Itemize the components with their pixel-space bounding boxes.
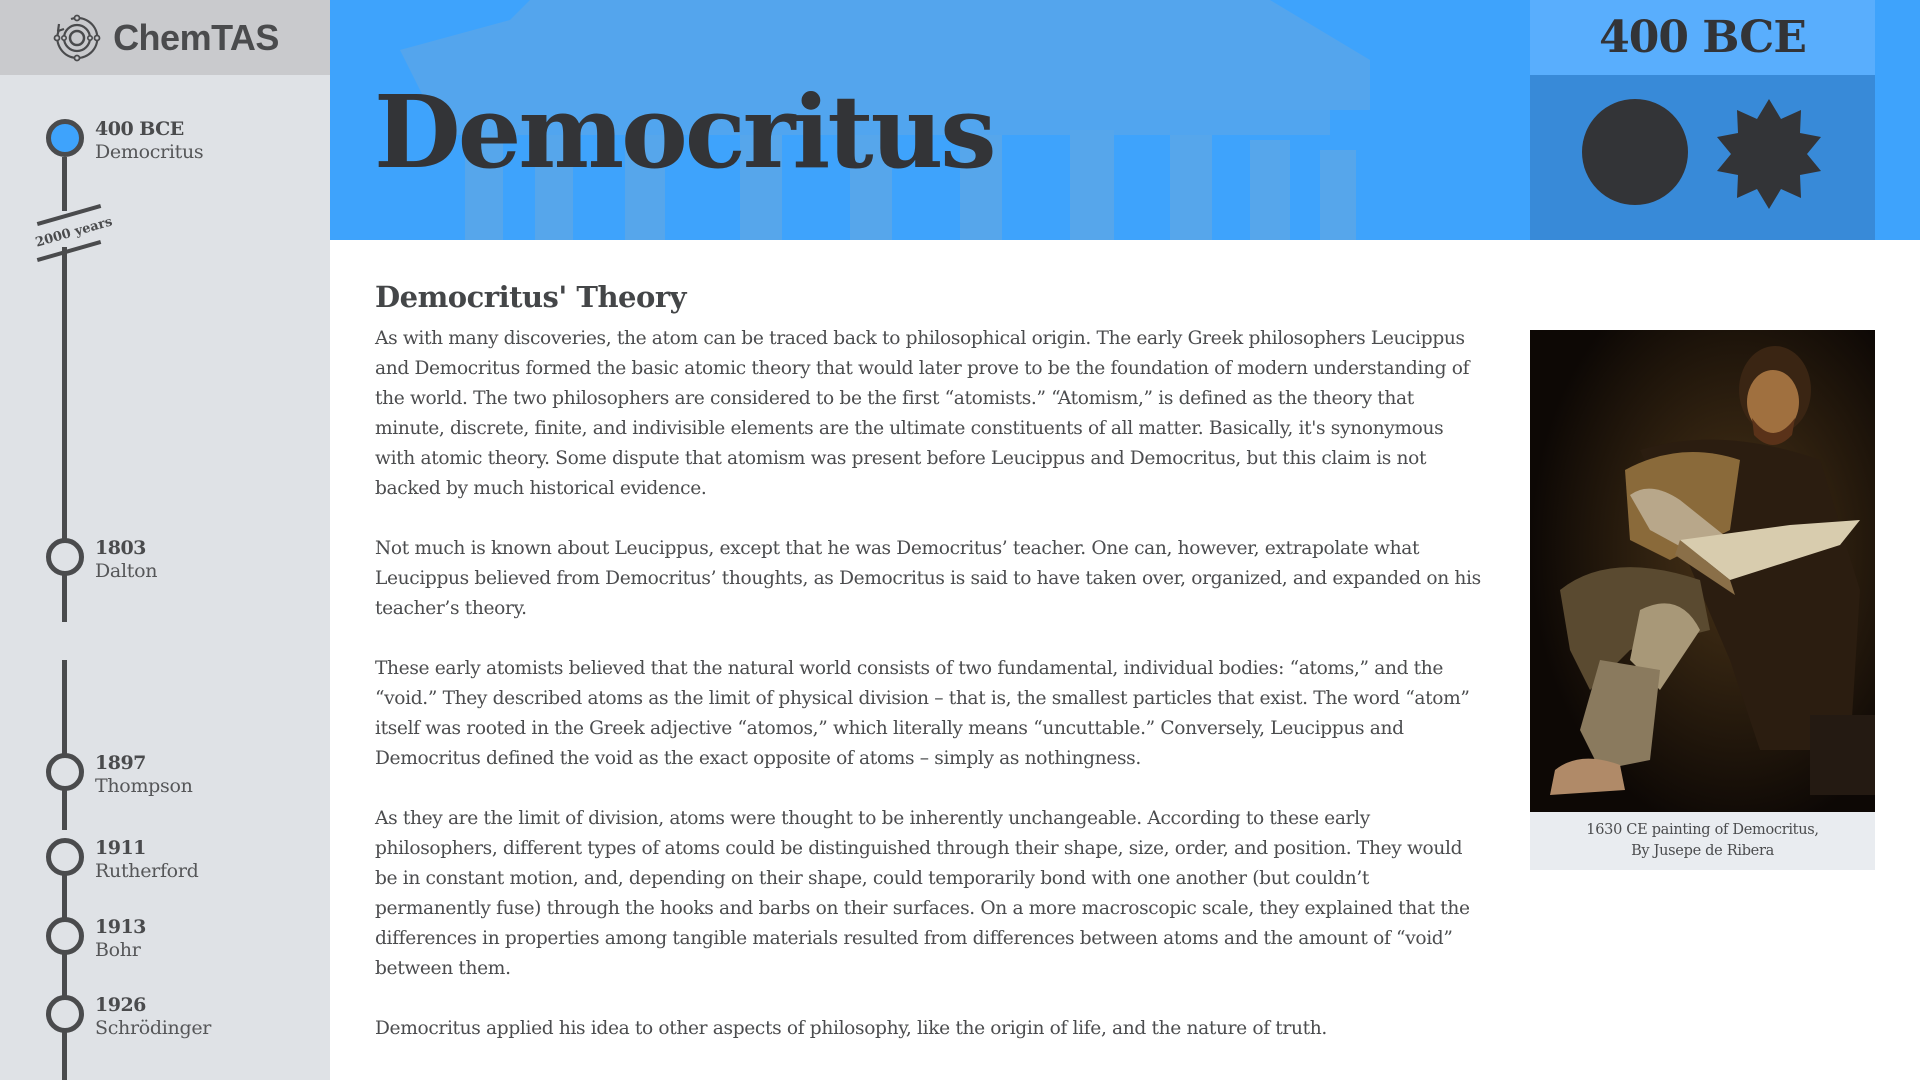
spiky-star-icon [1715, 99, 1823, 211]
timeline-line [62, 845, 67, 1080]
timeline-item-democritus[interactable] [95, 118, 203, 164]
timeline-line [62, 157, 67, 211]
article-paragraph: These early atomists believed that the natural world consists of two fundamental, individual bodies: “atoms,” and the “void.” They described atoms as the limit of physical division – that is, the smallest particles that exist. The word “atom” itself was rooted in the Greek adjective “atomos,” which literally means “uncuttable.” Conversely, Leucippus and Democritus defined the void as the exact opposite of atoms – simply as nothingness. [375, 658, 1470, 769]
caption-line: 1630 CE painting of Democritus, [1586, 822, 1819, 838]
timeline-scientist: Thompson [95, 775, 193, 797]
democritus-painting [1530, 330, 1875, 812]
painting-caption [1530, 812, 1875, 870]
timeline-year: 1911 [95, 837, 146, 859]
era-year: 400 BCE [1599, 12, 1806, 63]
painting-figure [1530, 330, 1875, 870]
era-panel [1530, 0, 1875, 240]
timeline-scientist: Democritus [95, 141, 204, 163]
timeline-year: 1926 [95, 994, 146, 1016]
page-title: Democritus [374, 73, 994, 191]
timeline-item-rutherford[interactable] [95, 837, 198, 883]
sidebar [0, 0, 330, 1080]
article-paragraph: Not much is known about Leucippus, except that he was Democritus’ teacher. One can, however, extrapolate what Leucippus believed from Democritus’ thoughts, as Democritus is said to have taken over, organized, and expanded on his teacher’s theory. [375, 538, 1481, 619]
timeline-node-dalton[interactable] [46, 538, 84, 576]
timeline-node-democritus[interactable] [46, 119, 84, 157]
timeline-line [62, 660, 67, 830]
timeline-node-rutherford[interactable] [46, 838, 84, 876]
time-gap-marker [24, 205, 114, 265]
timeline-node-thompson[interactable] [46, 753, 84, 791]
timeline-item-bohr[interactable] [95, 916, 146, 962]
brand-header[interactable] [0, 0, 330, 75]
timeline [0, 75, 330, 1080]
time-gap-label: 2000 years [33, 214, 115, 251]
caption-line: By Jusepe de Ribera [1631, 843, 1774, 859]
timeline-scientist: Schrödinger [95, 1017, 212, 1039]
timeline-year: 1803 [95, 537, 146, 559]
article-paragraph: As with many discoveries, the atom can be traced back to philosophical origin. The early Greek philosophers Leucippus and Democritus formed the basic atomic theory that would later prove to be the foundation of modern understanding of the world. The two philosophers are considered to be the first “atomists.” “Atomism,” is defined as the theory that minute, discrete, finite, and indivisible elements are the ultimate constituents of all matter. Basically, it's synonymous with atomic theory. Some dispute that atomism was present before Leucippus and Democritus, but this claim is not backed by much historical evidence. [375, 328, 1470, 499]
article [375, 270, 1485, 1074]
timeline-item-thompson[interactable] [95, 752, 193, 798]
timeline-year: 400 BCE [95, 118, 184, 140]
timeline-year: 1897 [95, 752, 146, 774]
solid-sphere-icon [1582, 99, 1688, 205]
era-year-banner [1530, 0, 1875, 75]
orbit-atom-icon [51, 12, 103, 64]
brand-name: ChemTAS [113, 16, 279, 58]
timeline-year: 1913 [95, 916, 146, 938]
article-paragraph: As they are the limit of division, atoms were thought to be inherently unchangeable. According to these early philosophers, different types of atoms could be distinguished through their shape, size, order, and position. They would be in constant motion, and, depending on their shape, could temporarily bond with one another (but couldn’t permanently fuse) through the hooks and barbs on their surfaces. On a more macroscopic scale, they explained that the differences in properties among tangible materials resulted from differences between atoms and the amount of “void” between them. [375, 808, 1470, 979]
timeline-node-bohr[interactable] [46, 917, 84, 955]
timeline-item-schrodinger[interactable] [95, 994, 211, 1040]
section-title: Democritus' Theory [375, 280, 686, 314]
page-header [330, 0, 1920, 240]
timeline-node-schrodinger[interactable] [46, 995, 84, 1033]
timeline-scientist: Dalton [95, 560, 158, 582]
article-paragraph: Democritus applied his idea to other aspects of philosophy, like the origin of life, and the nature of truth. [375, 1018, 1327, 1039]
timeline-scientist: Rutherford [95, 860, 199, 882]
timeline-scientist: Bohr [95, 939, 141, 961]
timeline-item-dalton[interactable] [95, 537, 157, 583]
